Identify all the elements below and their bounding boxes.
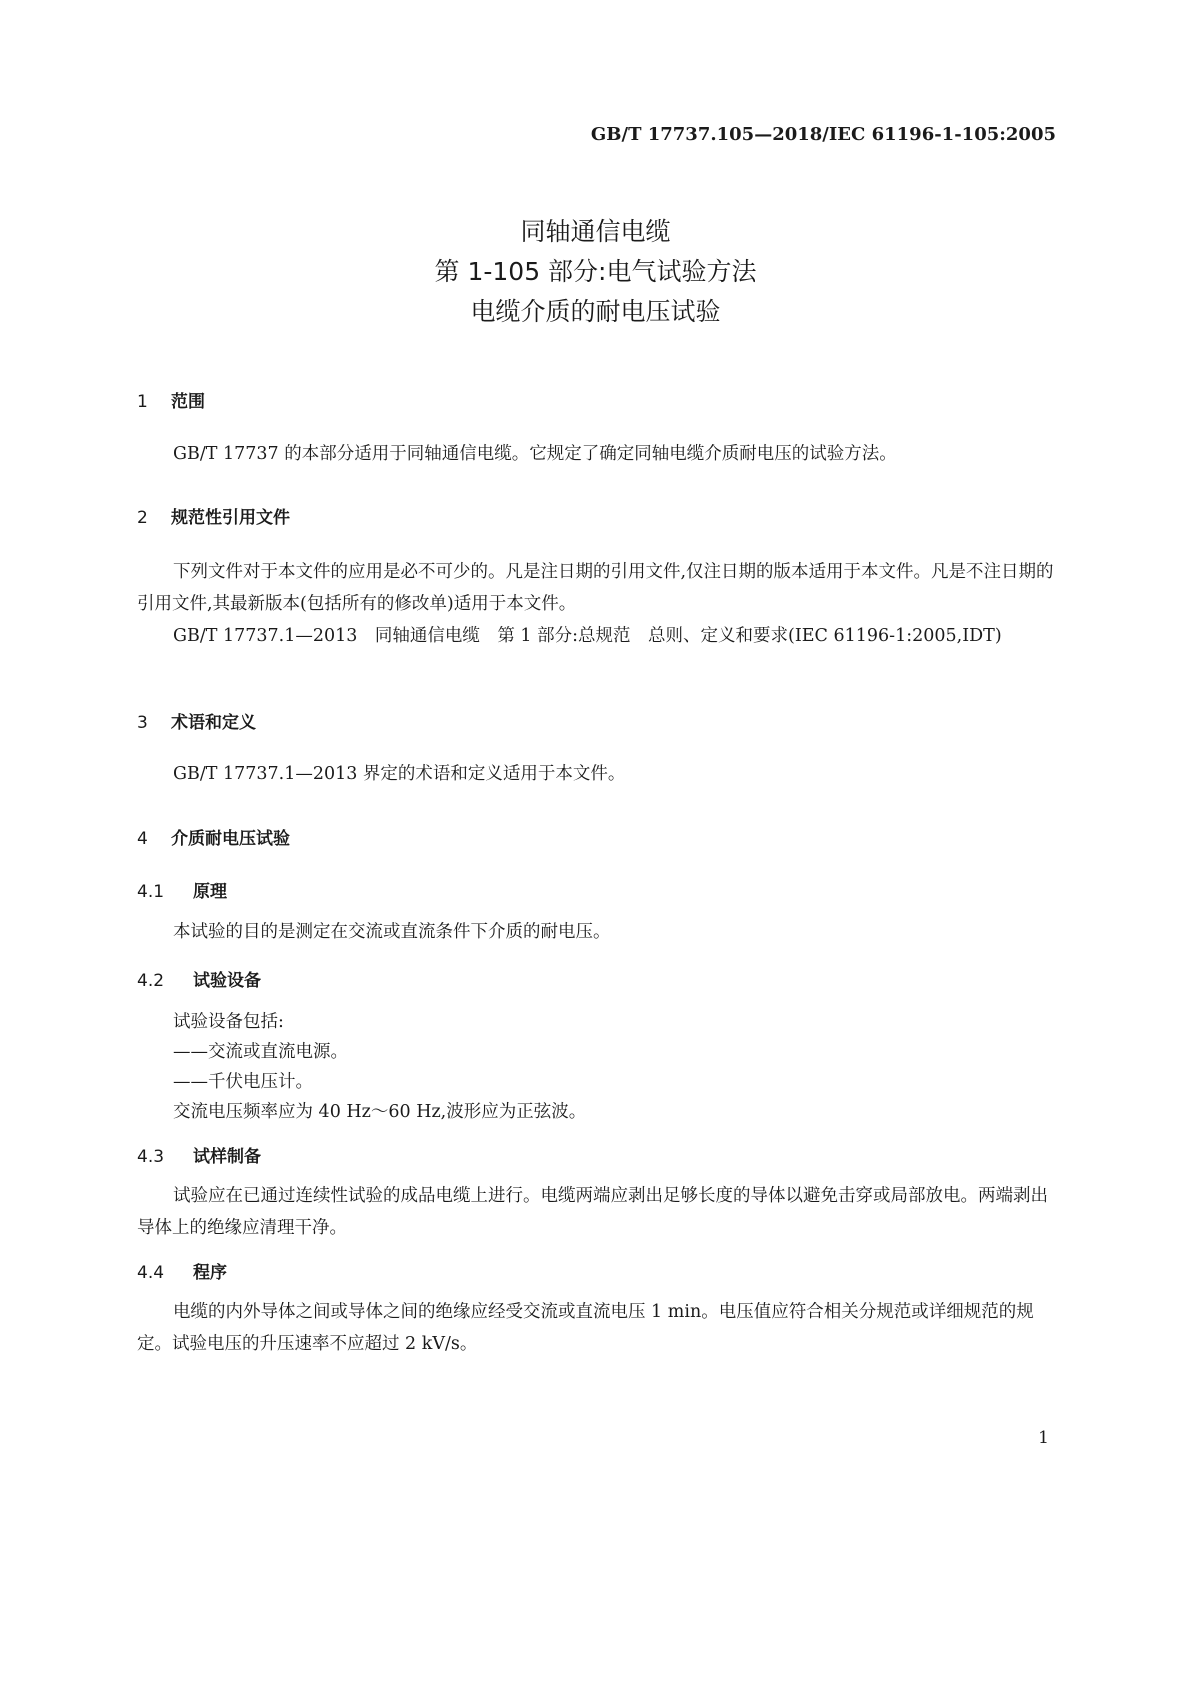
subsection-4-3-paragraph: 试验应在已通过连续性试验的成品电缆上进行。电缆两端应剥出足够长度的导体以避免击穿或局部放电。两端剥出导体上的绝缘应清理干净。 (137, 1186, 1048, 1238)
section-number: 2 (137, 508, 148, 528)
section-title: 范围 (171, 392, 205, 412)
section-number: 1 (137, 392, 148, 412)
subsection-title: 试验设备 (193, 971, 261, 991)
subsection-4-4-paragraph: 电缆的内外导体之间或导体之间的绝缘应经受交流或直流电压 1 min。电压值应符合相关分规范或详细规范的规定。试验电压的升压速率不应超过 2 kV/s。 (137, 1302, 1034, 1354)
subsection-number: 4.3 (137, 1147, 165, 1167)
equipment-list-item: ——交流或直流电源。 (173, 1042, 348, 1062)
section-title: 术语和定义 (171, 713, 256, 733)
document-title-line-1: 同轴通信电缆 (520, 217, 671, 246)
subsection-number: 4.2 (137, 971, 165, 991)
section-3-heading (137, 708, 256, 733)
normative-reference-entry: GB/T 17737.1—2013 同轴通信电缆 第 1 部分:总规范 总则、定义和要求(IEC 61196-1:2005,IDT) (173, 626, 1002, 646)
subsection-title: 原理 (193, 882, 227, 902)
subsection-title: 试样制备 (193, 1147, 261, 1167)
section-1-paragraph: GB/T 17737 的本部分适用于同轴通信电缆。它规定了确定同轴电缆介质耐电压的试验方法。 (173, 444, 897, 464)
section-2-heading (137, 503, 290, 528)
section-number: 4 (137, 829, 148, 849)
document-title-line-3: 电缆介质的耐电压试验 (470, 297, 721, 326)
section-2-paragraph: 下列文件对于本文件的应用是必不可少的。凡是注日期的引用文件,仅注日期的版本适用于本文件。凡是不注日期的引用文件,其最新版本(包括所有的修改单)适用于本文件。 (137, 562, 1054, 614)
subsection-4-1-heading (137, 877, 227, 902)
subsection-4-2-heading (137, 966, 261, 991)
subsection-title: 程序 (193, 1263, 227, 1283)
frequency-requirement: 交流电压频率应为 40 Hz～60 Hz,波形应为正弦波。 (173, 1102, 587, 1122)
subsection-number: 4.4 (137, 1263, 165, 1283)
page-number: 1 (1038, 1428, 1049, 1448)
section-3-paragraph: GB/T 17737.1—2013 界定的术语和定义适用于本文件。 (173, 764, 626, 784)
document-title-line-2: 第 1-105 部分:电气试验方法 (434, 257, 757, 286)
section-1-heading (137, 387, 205, 412)
equipment-intro: 试验设备包括: (173, 1012, 284, 1032)
subsection-4-4-heading (137, 1258, 227, 1283)
section-number: 3 (137, 713, 148, 733)
section-title: 规范性引用文件 (171, 508, 290, 528)
subsection-4-1-paragraph: 本试验的目的是测定在交流或直流条件下介质的耐电压。 (173, 922, 611, 942)
subsection-4-3-heading (137, 1142, 261, 1167)
equipment-list-item: ——千伏电压计。 (173, 1072, 313, 1092)
subsection-number: 4.1 (137, 882, 165, 902)
standard-identifier: GB/T 17737.105—2018/IEC 61196-1-105:2005 (590, 124, 1056, 145)
section-4-heading (137, 824, 290, 849)
section-title: 介质耐电压试验 (171, 829, 290, 849)
